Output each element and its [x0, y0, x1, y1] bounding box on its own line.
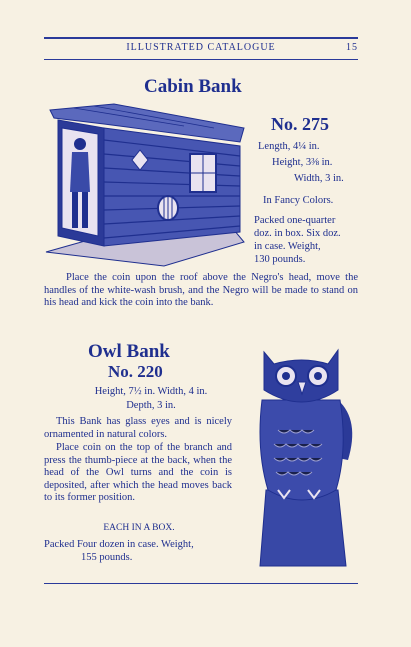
cabin-packing-line: in case. Weight,	[254, 241, 321, 252]
cabin-bank-illustration	[44, 102, 248, 268]
owl-description-2: Place coin on the top of the branch and press the thumb-piece at the back, when the head of the Owl turns and the coin is deposited, after which the head moves back to its former position.	[44, 442, 232, 503]
cabin-length: Length, 4¼ in.	[258, 141, 320, 152]
cabin-packing	[254, 214, 366, 266]
owl-packing-line: Packed Four dozen in case. Weight,	[44, 539, 194, 550]
owl-dims-line1: Height, 7½ in. Width, 4 in.	[94, 386, 208, 397]
owl-bank-illustration	[238, 340, 366, 572]
catalogue-title: ILLUSTRATED CATALOGUE	[126, 42, 276, 53]
cabin-description: Place the coin upon the roof above the Negro's head, move the handles of the white-wash brush, and the Negro will be made to stand on his head and kick the coin into the bank.	[44, 272, 358, 308]
cabin-bank-title: Cabin Bank	[144, 76, 242, 97]
cabin-height: Height, 3⅜ in.	[272, 157, 333, 168]
owl-packing	[44, 538, 236, 564]
owl-bank-title: Owl Bank	[88, 341, 170, 362]
cabin-bank-number: No. 275	[271, 114, 329, 134]
cabin-packing-line: 130 pounds.	[254, 254, 306, 265]
top-rule	[44, 37, 358, 39]
cabin-colors: In Fancy Colors.	[263, 195, 334, 206]
page-number: 15	[346, 42, 358, 53]
cabin-packing-line: Packed one-quarter	[254, 215, 336, 226]
owl-each-in-box: EACH IN A BOX.	[103, 523, 175, 533]
cabin-width: Width, 3 in.	[294, 173, 344, 184]
cabin-packing-line: doz. in box. Six doz.	[254, 228, 341, 239]
owl-description-1: This Bank has glass eyes and is nicely ornamented in natural colors.	[44, 416, 232, 440]
owl-packing-line: 155 pounds.	[81, 552, 133, 563]
owl-dims-line2: Depth, 3 in.	[126, 400, 176, 411]
bottom-rule	[44, 583, 358, 584]
header-rule	[44, 59, 358, 60]
owl-bank-number: No. 220	[108, 362, 163, 381]
running-head	[44, 41, 358, 55]
